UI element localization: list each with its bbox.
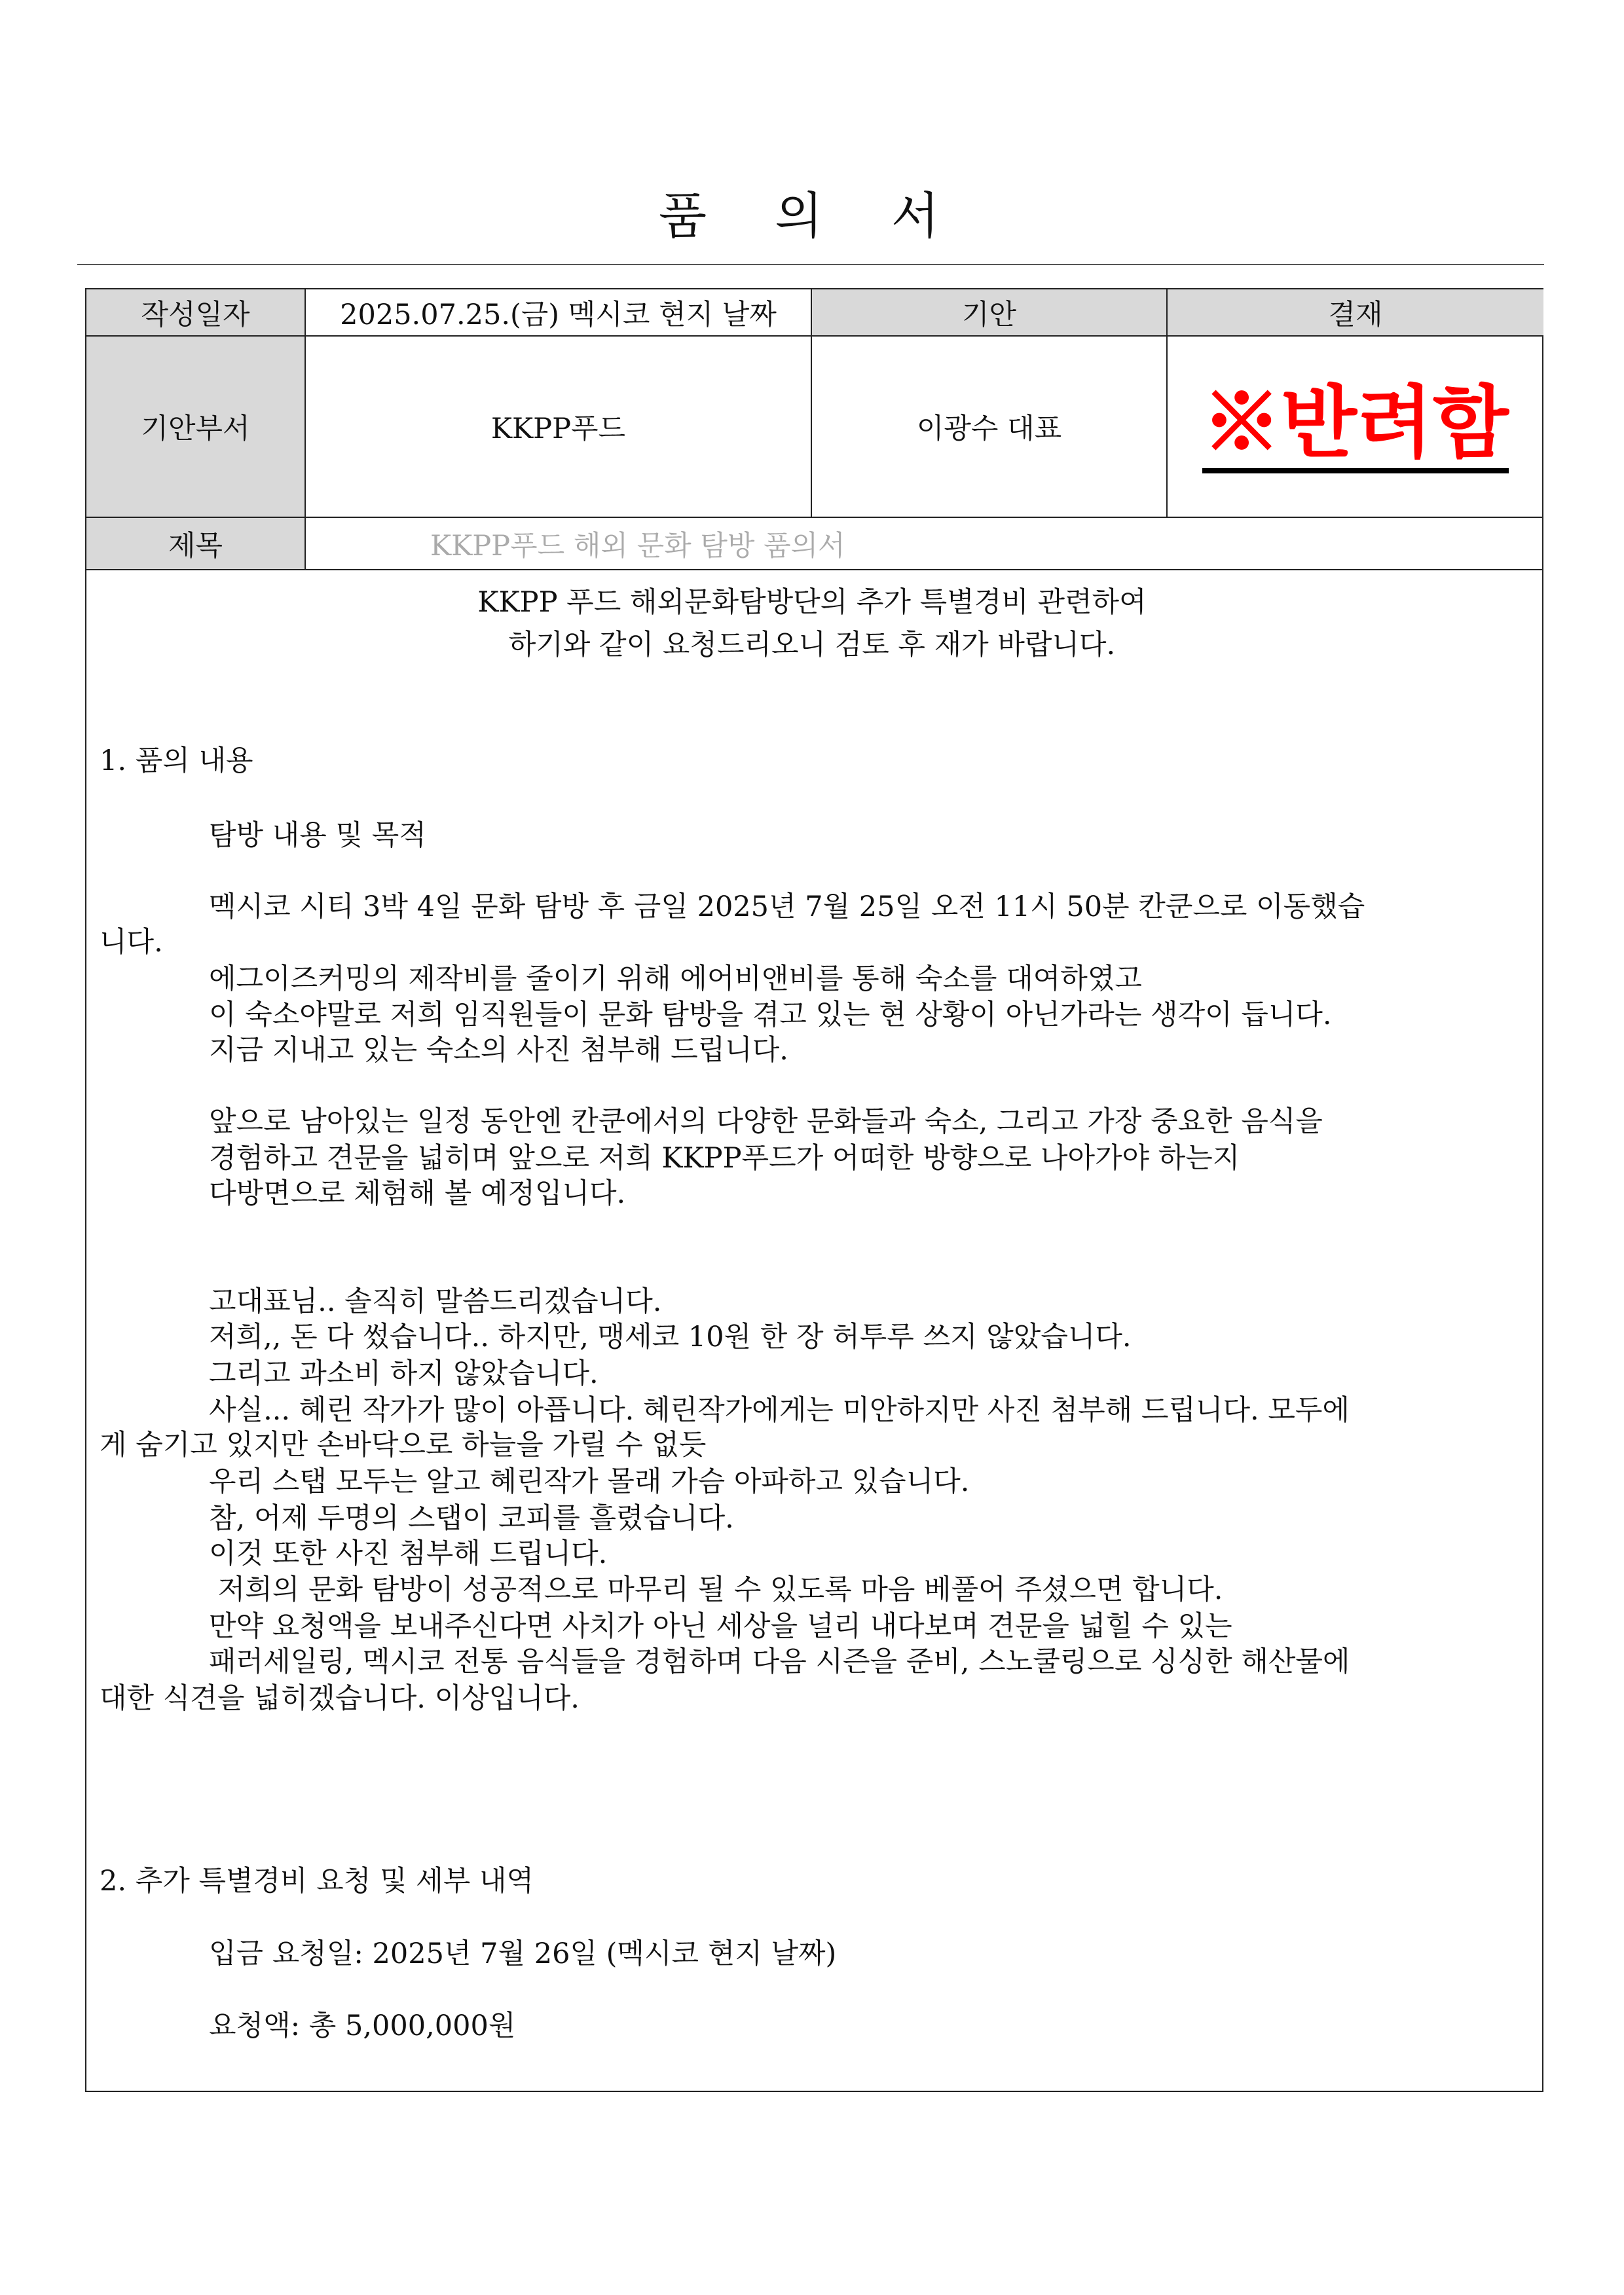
body-line: 이것 또한 사진 첨부해 드립니다. — [209, 1537, 608, 1570]
document-title: 품 의 서 — [658, 187, 966, 245]
body-line: 그리고 과소비 하지 않았습니다. — [209, 1357, 599, 1390]
body-line: 게 숨기고 있지만 손바닥으로 하늘을 가릴 수 없듯 — [100, 1429, 707, 1461]
body-line: 만약 요청액을 보내주신다면 사치가 아닌 세상을 널리 내다보며 견문을 넓힐 수 있는 — [209, 1610, 1232, 1643]
body-line: 참, 어제 두명의 스탭이 코피를 흘렸습니다. — [209, 1502, 734, 1535]
body-line: 니다. — [100, 926, 163, 959]
body-line: 우리 스탭 모두는 알고 혜린작가 몰래 가슴 아파하고 있습니다. — [209, 1465, 970, 1498]
body-line: 저희,, 돈 다 썼습니다.. 하지만, 맹세코 10원 한 장 허투루 쓰지 않았습니다. — [209, 1321, 1132, 1353]
department-label: 기안부서 — [86, 337, 306, 518]
subject-value: KKPP푸드 해외 문화 탐방 품의서 — [306, 518, 1543, 570]
body-line: 탐방 내용 및 목적 — [209, 819, 426, 852]
approval-cell — [1168, 337, 1543, 518]
body-line: 고대표님.. 솔직히 말씀드리겠습니다. — [209, 1285, 662, 1318]
body-line: 경험하고 견문을 넓히며 앞으로 저희 KKPP푸드가 어떠한 방향으로 나아가야 하는지 — [209, 1142, 1240, 1175]
intro-line: 하기와 같이 요청드리오니 검토 후 재가 바랍니다. — [508, 629, 1116, 661]
body-line: 대한 식견을 넓히겠습니다. 이상입니다. — [100, 1682, 580, 1715]
department-value: KKPP푸드 — [306, 337, 812, 518]
section-2-heading: 2. 추가 특별경비 요청 및 세부 내역 — [100, 1865, 534, 1898]
body-line: 다방면으로 체험해 볼 예정입니다. — [209, 1177, 626, 1210]
subject-label: 제목 — [86, 518, 306, 570]
date-label: 작성일자 — [86, 289, 306, 337]
rejected-stamp: ※반려함 — [1202, 380, 1509, 473]
body-line: 지금 지내고 있는 숙소의 사진 첨부해 드립니다. — [209, 1034, 788, 1067]
body-line: 사실... 혜린 작가가 많이 아픕니다. 혜린작가에게는 미안하지만 사진 첨부해 드립니다. 모두에 — [209, 1394, 1350, 1427]
title-divider — [77, 264, 1544, 265]
date-value: 2025.07.25.(금) 멕시코 현지 날짜 — [306, 289, 812, 337]
body-line: 에그이즈커밍의 제작비를 줄이기 위해 에어비앤비를 통해 숙소를 대여하였고 — [209, 963, 1142, 995]
draft-label: 기안 — [812, 289, 1168, 337]
body-line: 멕시코 시티 3박 4일 문화 탐방 후 금일 2025년 7월 25일 오전 11시 50분 칸쿤으로 이동했습 — [209, 890, 1365, 923]
body-line: 이 숙소야말로 저희 임직원들이 문화 탐방을 겪고 있는 현 상황이 아닌가라는 생각이 듭니다. — [209, 999, 1332, 1031]
approval-label: 결재 — [1168, 289, 1543, 337]
body-line: 저희의 문화 탐방이 성공적으로 마무리 될 수 있도록 마음 베풀어 주셨으면 합니다. — [209, 1573, 1223, 1606]
body-line: 패러세일링, 멕시코 전통 음식들을 경험하며 다음 시즌을 준비, 스노쿨링으로 싱싱한 해산물에 — [209, 1645, 1350, 1678]
section-1-heading: 1. 품의 내용 — [100, 744, 253, 777]
intro-line: KKPP 푸드 해외문화탐방단의 추가 특별경비 관련하여 — [477, 586, 1147, 619]
drafter-name: 이광수 대표 — [812, 337, 1168, 518]
body-line: 앞으로 남아있는 일정 동안엔 칸쿤에서의 다양한 문화들과 숙소, 그리고 가장 중요한 음식을 — [209, 1105, 1323, 1138]
requested-amount: 요청액: 총 5,000,000원 — [209, 2010, 516, 2042]
deposit-request-date: 입금 요청일: 2025년 7월 26일 (멕시코 현지 날짜) — [209, 1937, 837, 1970]
